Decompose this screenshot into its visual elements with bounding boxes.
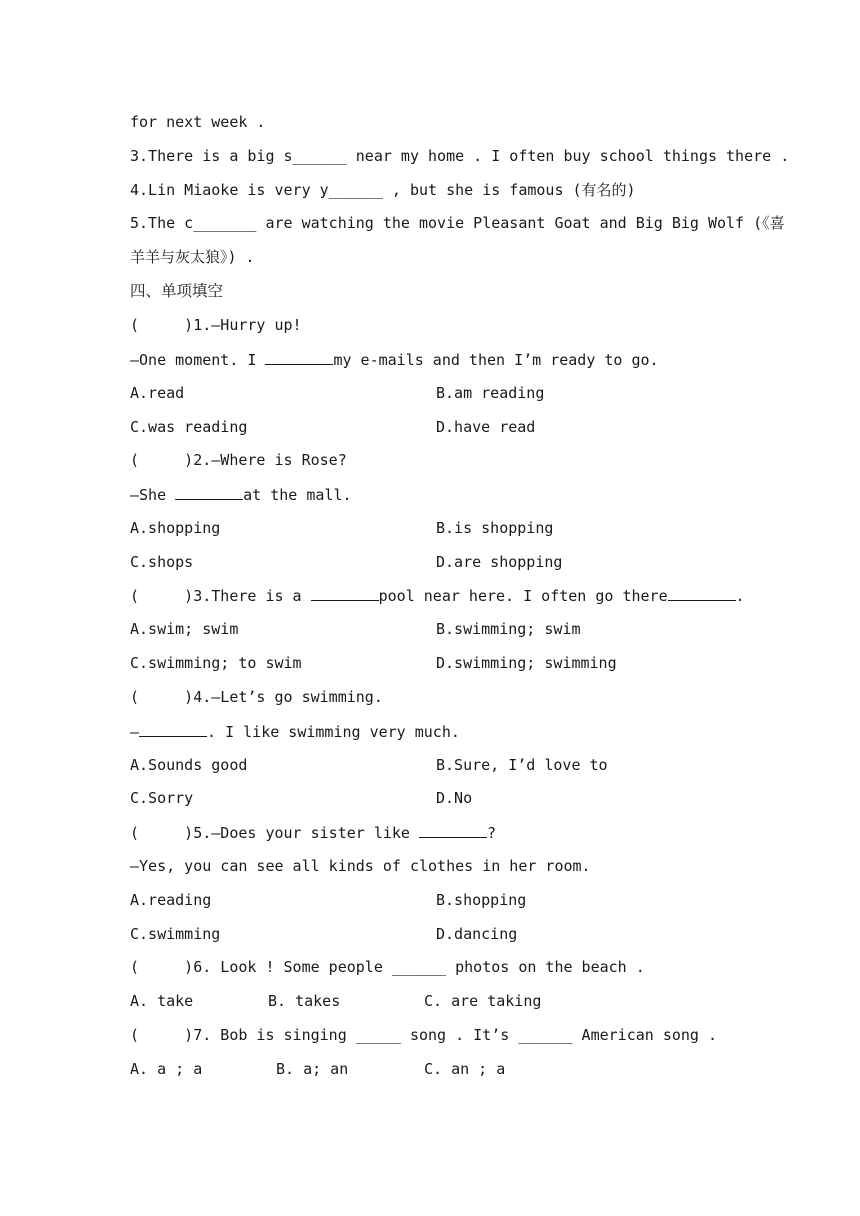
question-7-option-a: A. a ; a [130, 1060, 203, 1078]
question-1-option-b: B.am reading [436, 384, 545, 402]
answer-blank [668, 585, 736, 601]
question-3-text-post: . [735, 587, 745, 605]
answer-blank [139, 721, 207, 737]
fill-item-3: 3.There is a big s______ near my home . I often buy school things there . [130, 147, 790, 165]
fill-item-5-continuation: 羊羊与灰太狼》) . [130, 248, 255, 266]
question-4-option-d: D.No [436, 789, 473, 807]
question-3-text-mid: pool near here. I often go there [378, 587, 668, 605]
question-3-stem [130, 585, 745, 607]
question-4-option-c: C.Sorry [130, 789, 194, 807]
question-2-line2 [130, 484, 352, 506]
question-4-line2 [130, 721, 460, 743]
question-1-line2 [130, 349, 659, 371]
question-1-text-post: my e-mails and then I’m ready to go. [333, 351, 659, 369]
question-5-text-pre: ( )5.—Does your sister like [130, 824, 419, 842]
question-4-option-b: B.Sure, I’d love to [436, 756, 608, 774]
question-4-stem: ( )4.—Let’s go swimming. [130, 688, 383, 706]
question-6-option-a: A. take [130, 992, 194, 1010]
question-5-option-b: B.shopping [436, 891, 527, 909]
question-6-stem: ( )6. Look ! Some people ______ photos on the beach . [130, 958, 645, 976]
question-4-option-a: A.Sounds good [130, 756, 248, 774]
question-1-option-d: D.have read [436, 418, 536, 436]
answer-blank [419, 822, 487, 838]
question-5-text-post: ? [486, 824, 497, 842]
question-4-text-pre: — [130, 723, 140, 741]
fill-line-continuation: for next week . [130, 113, 266, 131]
question-2-text-post: at the mall. [243, 486, 352, 504]
answer-blank [311, 585, 379, 601]
question-5-option-d: D.dancing [436, 925, 518, 943]
question-1-option-a: A.read [130, 384, 185, 402]
question-3-option-a: A.swim; swim [130, 620, 239, 638]
question-3-text-pre: ( )3.There is a [130, 587, 311, 605]
question-6-option-b: B. takes [268, 992, 341, 1010]
question-7-option-c: C. an ; a [424, 1060, 506, 1078]
question-3-option-b: B.swimming; swim [436, 620, 581, 638]
question-3-option-d: D.swimming; swimming [436, 654, 617, 672]
question-2-option-b: B.is shopping [436, 519, 554, 537]
fill-item-5: 5.The c_______ are watching the movie Pleasant Goat and Big Big Wolf (《喜 [130, 214, 785, 232]
question-4-text-post: . I like swimming very much. [207, 723, 460, 741]
question-2-option-a: A.shopping [130, 519, 221, 537]
fill-item-4: 4.Lin Miaoke is very y______ , but she is famous (有名的) [130, 181, 636, 199]
section-title: 四、单项填空 [130, 282, 224, 300]
question-5-option-c: C.swimming [130, 925, 221, 943]
question-2-stem: ( )2.—Where is Rose? [130, 451, 347, 469]
question-6-option-c: C. are taking [424, 992, 542, 1010]
question-1-option-c: C.was reading [130, 418, 248, 436]
question-2-option-c: C.shops [130, 553, 194, 571]
question-3-option-c: C.swimming; to swim [130, 654, 302, 672]
question-5-option-a: A.reading [130, 891, 212, 909]
question-5-line2: —Yes, you can see all kinds of clothes in her room. [130, 857, 591, 875]
question-7-option-b: B. a; an [276, 1060, 349, 1078]
answer-blank [175, 484, 243, 500]
question-2-text-pre: —She [130, 486, 176, 504]
question-5-stem [130, 822, 496, 844]
question-1-stem: ( )1.—Hurry up! [130, 316, 302, 334]
question-7-stem: ( )7. Bob is singing _____ song . It’s ______ American song . [130, 1026, 717, 1044]
answer-blank [265, 349, 333, 365]
question-1-text-pre: —One moment. I [130, 351, 266, 369]
question-2-option-d: D.are shopping [436, 553, 563, 571]
